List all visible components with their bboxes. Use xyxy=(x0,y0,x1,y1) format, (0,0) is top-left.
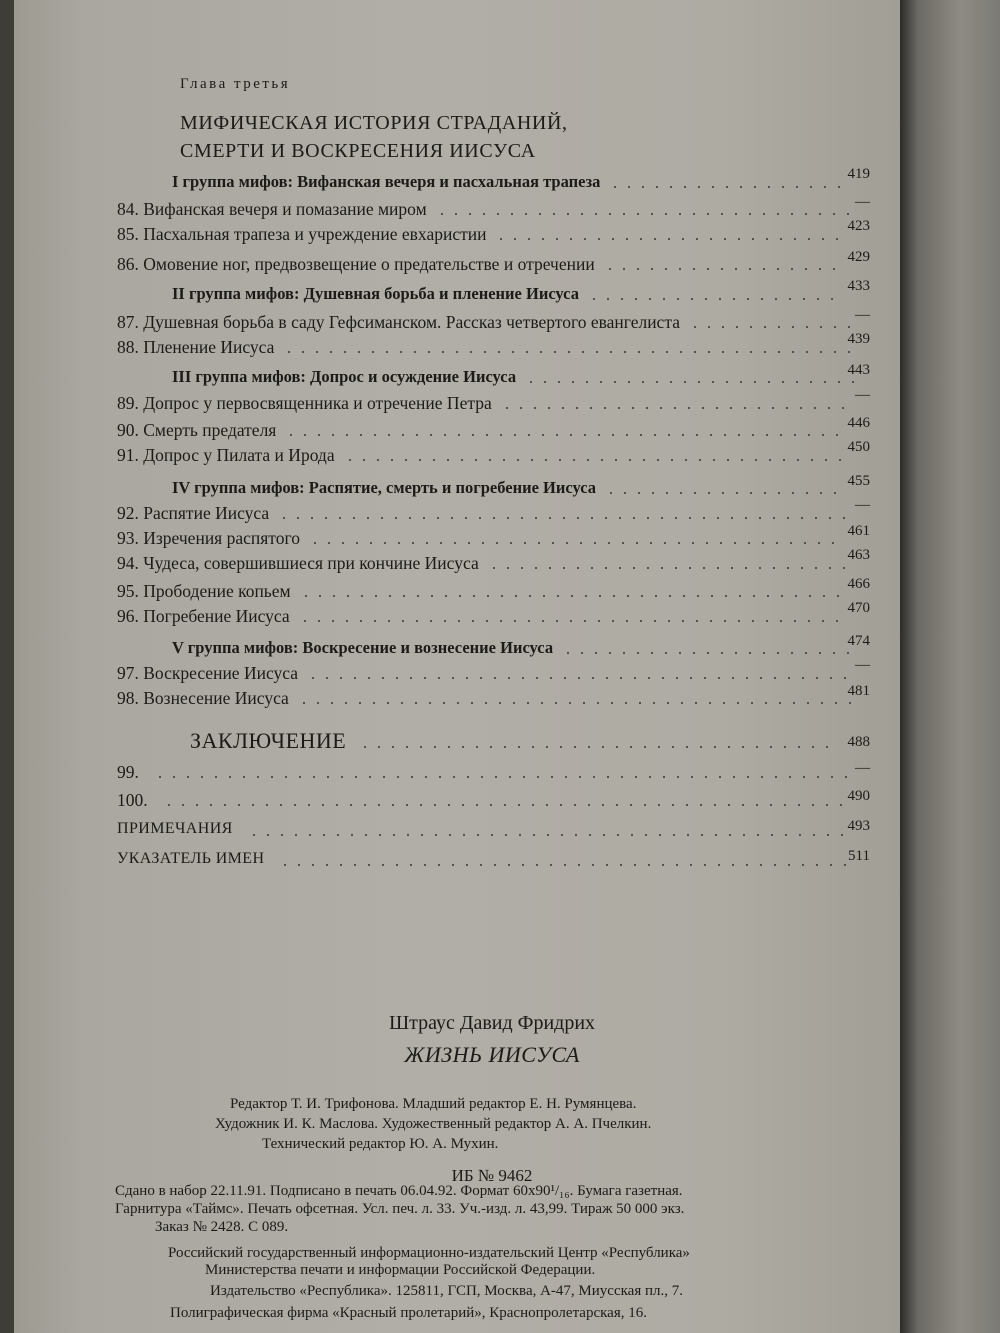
toc-entry: 99. xyxy=(117,762,139,782)
colophon-line: Заказ № 2428. С 089. xyxy=(155,1219,289,1235)
dot-leader xyxy=(247,834,850,836)
dot-leader xyxy=(153,776,850,778)
colophon-line: Редактор Т. И. Трифонова. Младший редактор Е. Н. Румянцева. xyxy=(230,1096,637,1112)
dot-leader xyxy=(278,864,850,866)
toc-entry: 97. Воскресение Иисуса xyxy=(117,663,298,683)
toc-page-number: 493 xyxy=(847,818,870,834)
toc-page-number: 461 xyxy=(847,523,870,539)
toc-page-number: 443 xyxy=(847,362,870,378)
dot-leader xyxy=(487,567,850,569)
toc-entry: 98. Вознесение Иисуса xyxy=(117,688,289,708)
toc-entry: 91. Допрос у Пилата и Ирода xyxy=(117,445,335,465)
colophon-book-title: ЖИЗНЬ ИИСУСА xyxy=(404,1042,580,1067)
toc-page-number: 439 xyxy=(847,331,870,347)
toc-entry: 85. Пасхальная трапеза и учреждение евхаристии xyxy=(117,224,487,244)
toc-entry: 86. Омовение ног, предвозвещение о предательстве и отречении xyxy=(117,254,595,274)
dot-leader xyxy=(306,677,855,679)
toc-group-heading: II группа мифов: Душевная борьба и пленение Иисуса xyxy=(172,284,579,303)
toc-group-heading: IV группа мифов: Распятие, смерть и погребение Иисуса xyxy=(172,478,597,497)
colophon-line: Технический редактор Ю. А. Мухин. xyxy=(262,1136,499,1152)
toc-page-number: 511 xyxy=(848,848,870,864)
toc-page-number: 470 xyxy=(847,600,870,616)
dot-leader xyxy=(299,595,850,597)
toc-page-number: — xyxy=(855,657,870,673)
toc-entry: 90. Смерть предателя xyxy=(117,420,277,440)
toc-page-number: 450 xyxy=(847,439,870,455)
dot-leader xyxy=(284,434,850,436)
chapter-title: СМЕРТИ И ВОСКРЕСЕНИЯ ИИСУСА xyxy=(180,140,536,162)
toc-entry: 93. Изречения распятого xyxy=(117,528,300,548)
toc-entry: 94. Чудеса, совершившиеся при кончине Иисуса xyxy=(117,553,479,573)
dot-leader xyxy=(282,351,850,353)
dot-leader xyxy=(298,620,850,622)
toc-group-heading: I группа мифов: Вифанская вечеря и пасхальная трапеза xyxy=(172,172,601,191)
colophon-line: Министерства печати и информации Российской Федерации. xyxy=(205,1262,596,1278)
toc-appendix-entry: ПРИМЕЧАНИЯ xyxy=(117,820,233,837)
colophon-line: Гарнитура «Таймс». Печать офсетная. Усл. печ. л. 33. Уч.-изд. л. 43,99. Тираж 50 000 экз. xyxy=(115,1201,685,1217)
dot-leader xyxy=(500,407,850,409)
toc-page-number: 490 xyxy=(847,788,870,804)
toc-group-heading: V группа мифов: Воскресение и вознесение Иисуса xyxy=(172,638,554,657)
dot-leader xyxy=(524,381,855,383)
colophon-author: Штраус Давид Фридрих xyxy=(388,1012,596,1034)
dot-leader xyxy=(608,186,840,188)
colophon-line: Художник И. К. Маслова. Художественный редактор А. А. Пчелкин. xyxy=(215,1116,652,1132)
toc-page-number: 423 xyxy=(847,218,870,234)
toc-entry: 95. Прободение копьем xyxy=(117,581,291,601)
toc-page-number: — xyxy=(855,760,870,776)
toc-page-number: 433 xyxy=(847,278,870,294)
dot-leader xyxy=(604,492,840,494)
toc-entry: 84. Вифанская вечеря и помазание миром xyxy=(117,199,427,219)
toc-entry: 89. Допрос у первосвященника и отречение Петра xyxy=(117,393,492,413)
toc-entry: 92. Распятие Иисуса xyxy=(117,503,270,523)
toc-page-number: 429 xyxy=(847,249,870,265)
dot-leader xyxy=(603,268,845,270)
toc-page-number: — xyxy=(855,194,870,210)
colophon-line: Издательство «Республика». 125811, ГСП, Москва, А-47, Миусская пл., 7. xyxy=(210,1283,683,1299)
dot-leader xyxy=(587,298,840,300)
toc-group-heading: III группа мифов: Допрос и осуждение Иисуса xyxy=(172,367,517,386)
toc-appendix-entry: УКАЗАТЕЛЬ ИМЕН xyxy=(117,850,265,867)
toc-page-number: — xyxy=(855,307,870,323)
toc-page-number: 481 xyxy=(847,683,870,699)
toc-entry: 88. Пленение Иисуса xyxy=(117,337,275,357)
dot-leader xyxy=(297,702,855,704)
dot-leader xyxy=(435,213,850,215)
toc-page-number: 488 xyxy=(847,734,870,750)
dot-leader xyxy=(358,746,840,748)
chapter-label: Глава третья xyxy=(180,76,291,92)
colophon-line: Полиграфическая фирма «Красный пролетарий», Краснопролетарская, 16. xyxy=(170,1305,647,1321)
toc-page-number: 466 xyxy=(847,576,870,592)
dot-leader xyxy=(343,459,845,461)
toc-entry: 100. xyxy=(117,790,148,810)
toc-page-number: — xyxy=(855,387,870,403)
dot-leader xyxy=(688,326,850,328)
toc-page-number: 419 xyxy=(847,166,870,182)
dot-leader xyxy=(561,652,850,654)
book-page-edge xyxy=(900,0,1000,1333)
dot-leader xyxy=(277,517,850,519)
dot-leader xyxy=(494,238,850,240)
colophon-ib-number: ИБ № 9462 xyxy=(451,1166,533,1185)
colophon-line: Сдано в набор 22.11.91. Подписано в печать 06.04.92. Формат 60x90¹/₁₆. Бумага газетная. xyxy=(115,1183,683,1199)
dot-leader xyxy=(308,542,845,544)
chapter-title: МИФИЧЕСКАЯ ИСТОРИЯ СТРАДАНИЙ, xyxy=(180,112,568,134)
toc-entry: 96. Погребение Иисуса xyxy=(117,606,290,626)
toc-page-number: 463 xyxy=(847,547,870,563)
toc-page-number: 455 xyxy=(847,473,870,489)
toc-entry: 87. Душевная борьба в саду Гефсиманском. Рассказ четвертого евангелиста xyxy=(117,312,680,332)
conclusion-heading: ЗАКЛЮЧЕНИЕ xyxy=(190,728,347,753)
colophon-line: Российский государственный информационно-издательский Центр «Республика» xyxy=(168,1245,690,1261)
toc-page-number: 446 xyxy=(847,415,870,431)
dot-leader xyxy=(162,804,850,806)
toc-page-number: 474 xyxy=(847,633,870,649)
toc-page-number: — xyxy=(855,497,870,513)
